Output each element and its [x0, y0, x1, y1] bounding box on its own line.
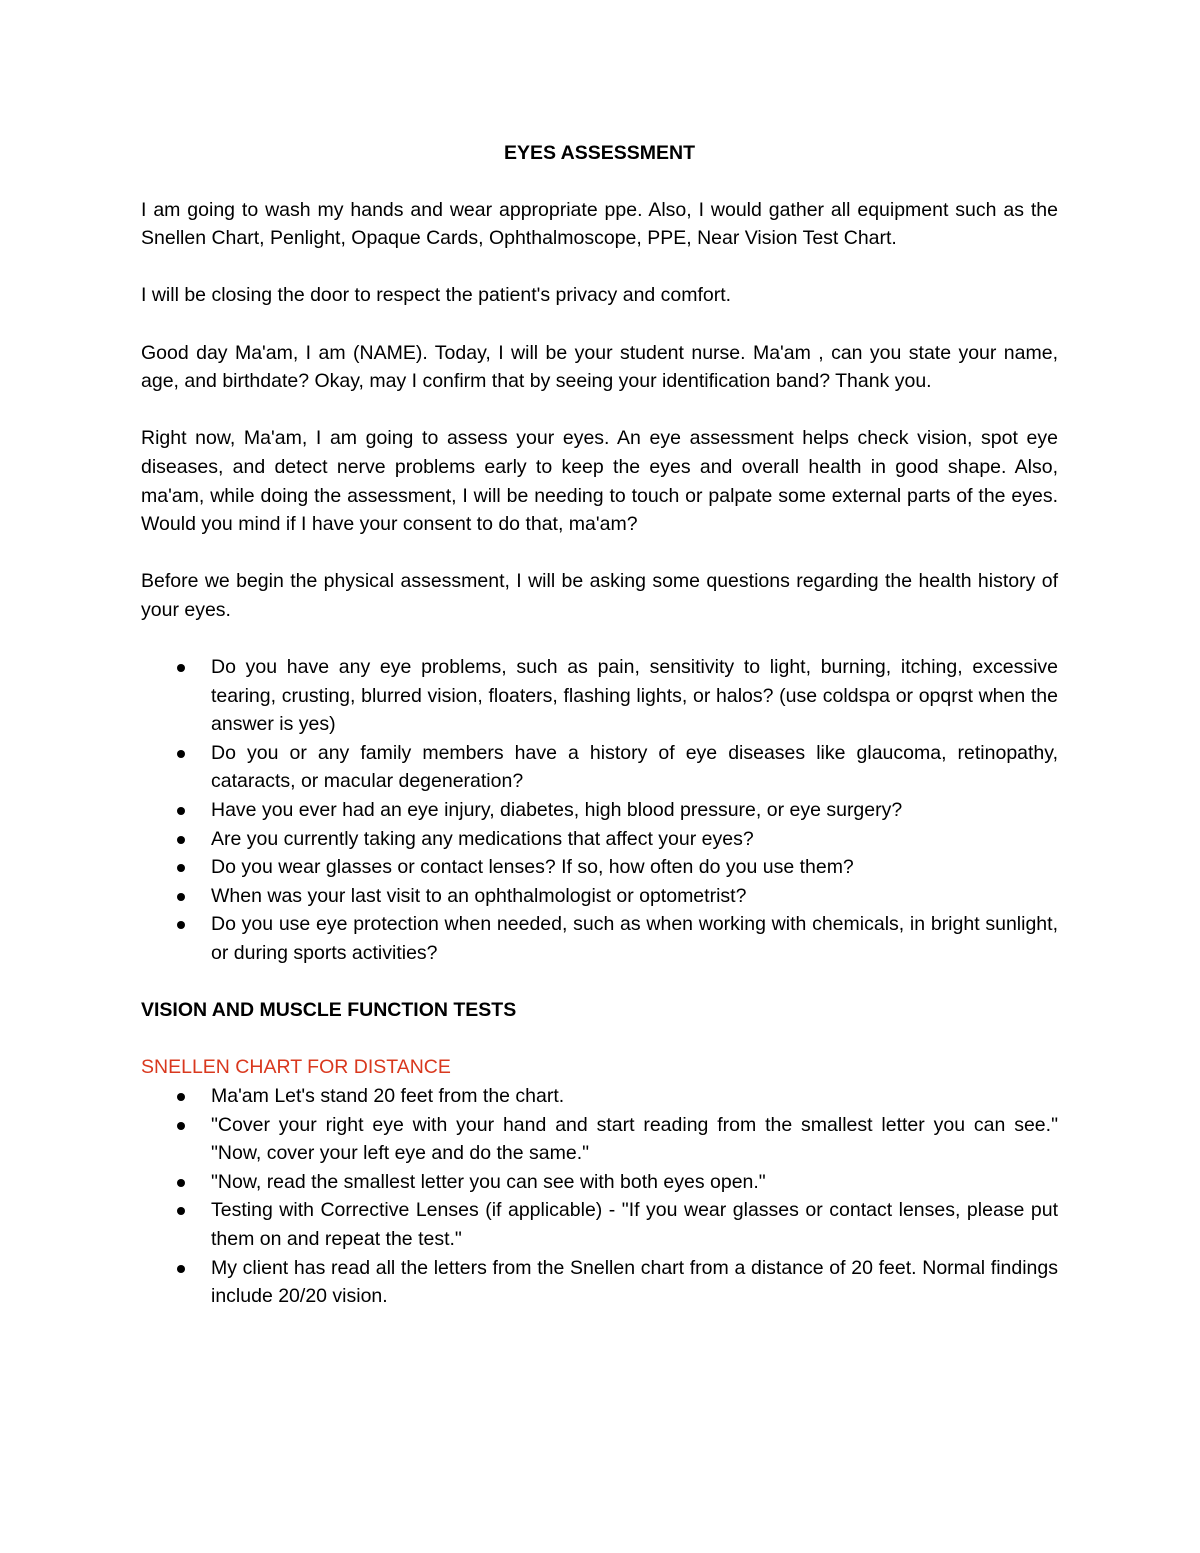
paragraph-consent: Right now, Ma'am, I am going to assess your eyes. An eye assessment helps check vision, spot eye diseases, and detect nerve problems early to keep the eyes and overall health in good shape. Also, ma'am, while doing the assessment, I will be needing to touch or palpate some external parts of the eyes. Would you mind if I have your consent to do that, ma'am? [141, 427, 1058, 536]
paragraph-preparation: I am going to wash my hands and wear appropriate ppe. Also, I would gather all equipment such as the Snellen Chart, Penlight, Opaque Cards, Ophthalmoscope, PPE, Near Vision Test Chart. [141, 198, 1058, 250]
snellen-step-list [141, 1082, 1058, 1311]
document-page [141, 139, 1058, 1311]
list-item-text: Are you currently taking any medications that affect your eyes? [211, 827, 754, 850]
list-item-text: "Now, read the smallest letter you can see with both eyes open." [211, 1170, 766, 1193]
list-item [141, 1082, 1058, 1111]
list-item-text: My client has read all the letters from the Snellen chart from a distance of 20 feet. Normal findings include 20/20 vision. [211, 1256, 1058, 1308]
bullet-icon [177, 1093, 185, 1101]
list-item [141, 1254, 1058, 1311]
paragraph-greeting: Good day Ma'am, I am (NAME). Today, I will be your student nurse. Ma'am , can you state your name, age, and birthdate? Okay, may I confirm that by seeing your identification band? Thank you. [141, 341, 1058, 393]
list-item [141, 1168, 1058, 1197]
paragraph-privacy: I will be closing the door to respect the patient's privacy and comfort. [141, 284, 732, 307]
list-item-text: Do you have any eye problems, such as pain, sensitivity to light, burning, itching, excessive tearing, crusting, blurred vision, floaters, flashing lights, or halos? (use coldspa or opqrst when the answer is yes) [211, 656, 1058, 736]
list-item [141, 910, 1058, 967]
list-item [141, 1196, 1058, 1253]
bullet-icon [177, 1207, 185, 1215]
list-item [141, 739, 1058, 796]
bullet-icon [177, 1179, 185, 1187]
list-item-text: When was your last visit to an ophthalmologist or optometrist? [211, 884, 747, 907]
bullet-icon [177, 807, 185, 815]
bullet-icon [177, 1265, 185, 1273]
list-item-text: Testing with Corrective Lenses (if applicable) - "If you wear glasses or contact lenses, please put them on and repeat the test." [211, 1199, 1058, 1250]
list-item-text: Do you use eye protection when needed, such as when working with chemicals, in bright sunlight, or during sports activities? [211, 913, 1058, 965]
list-item [141, 882, 1058, 911]
section-heading: VISION AND MUSCLE FUNCTION TESTS [141, 999, 517, 1022]
bullet-icon [177, 1122, 185, 1130]
list-item [141, 825, 1058, 854]
list-item [141, 796, 1058, 825]
paragraph-history-intro: Before we begin the physical assessment, I will be asking some questions regarding the health history of your eyes. [141, 570, 1058, 621]
list-item [141, 653, 1058, 739]
bullet-icon [177, 750, 185, 758]
list-item-text: "Cover your right eye with your hand and start reading from the smallest letter you can see." "Now, cover your left eye and do the same." [211, 1113, 1058, 1165]
bullet-icon [177, 893, 185, 901]
list-item-text: Ma'am Let's stand 20 feet from the chart. [211, 1085, 565, 1107]
bullet-icon [177, 836, 185, 844]
document-title: EYES ASSESSMENT [503, 142, 696, 164]
list-item-text: Have you ever had an eye injury, diabetes, high blood pressure, or eye surgery? [211, 799, 903, 822]
list-item-text: Do you wear glasses or contact lenses? If so, how often do you use them? [211, 856, 854, 879]
bullet-icon [177, 664, 185, 672]
history-question-list [141, 653, 1058, 968]
snellen-heading: SNELLEN CHART FOR DISTANCE [141, 1056, 451, 1079]
bullet-icon [177, 864, 185, 872]
list-item [141, 853, 1058, 882]
bullet-icon [177, 921, 185, 929]
list-item-text: Do you or any family members have a history of eye diseases like glaucoma, retinopathy, cataracts, or macular degeneration? [211, 741, 1058, 793]
list-item [141, 1111, 1058, 1168]
